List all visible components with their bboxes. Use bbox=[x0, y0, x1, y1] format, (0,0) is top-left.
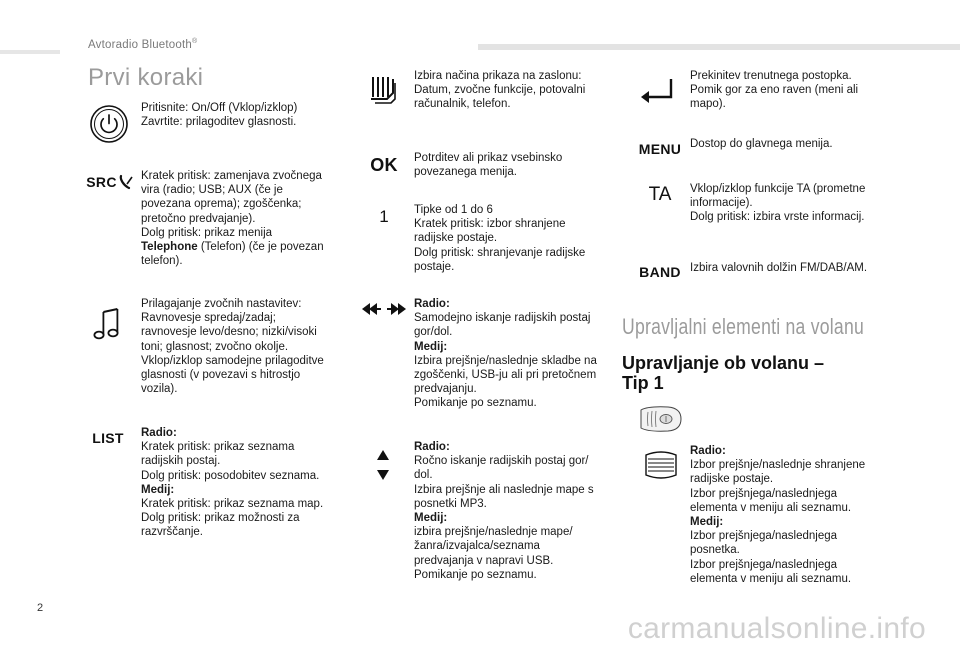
page-number: 2 bbox=[37, 602, 44, 614]
ta-icon: TA bbox=[648, 184, 672, 205]
text-line: Pomikanje po seznamu. bbox=[414, 568, 537, 581]
text-line: posnetka. bbox=[690, 544, 740, 557]
header-rule-right bbox=[478, 44, 960, 50]
text-line: vozila). bbox=[141, 383, 178, 396]
text-line: Vklop/izklop funkcije TA (prometne bbox=[690, 183, 866, 195]
text-line: Kratek pritisk: zamenjava zvočnega bbox=[141, 170, 322, 182]
radio-label: Radio: bbox=[414, 441, 450, 453]
number-keys-icon: 1 bbox=[379, 207, 389, 226]
text-line: Kratek pritisk: izbor shranjene bbox=[414, 218, 566, 231]
media-label: Medij: bbox=[414, 512, 448, 525]
text-line: mapo). bbox=[690, 98, 726, 111]
text-line: telefon). bbox=[141, 255, 183, 268]
back-arrow-icon bbox=[638, 76, 678, 106]
text-line: Dolg pritisk: prikaz menija bbox=[141, 226, 273, 239]
text-line: Datum, zvočne funkcije, potovalni bbox=[414, 84, 586, 97]
text-line: Prekinitev trenutnega postopka. bbox=[690, 70, 852, 82]
text-line: Potrditev ali prikaz vsebinsko bbox=[414, 152, 563, 164]
text-line: Tipke od 1 do 6 bbox=[414, 204, 493, 216]
text-line: Dolg pritisk: prikaz možnosti za bbox=[141, 512, 300, 525]
text-line: informacije). bbox=[690, 197, 753, 210]
text-line: Pomik gor za eno raven (meni ali bbox=[690, 84, 859, 97]
steering-stalk-image bbox=[638, 404, 684, 434]
text-line: toni; glasnost; zvočno okolje. bbox=[141, 340, 289, 353]
text-line: Dostop do glavnega menija. bbox=[690, 138, 833, 150]
power-button-icon bbox=[89, 104, 129, 144]
section-title-prvi-koraki: Prvi koraki bbox=[88, 64, 204, 91]
text-line: Izbira valovnih dolžin FM/DAB/AM. bbox=[690, 262, 868, 274]
seek-arrows-icon bbox=[361, 301, 407, 317]
text-line: posnetki MP3. bbox=[414, 497, 487, 510]
section-title-steering-controls: Upravljalni elementi na volanu bbox=[622, 314, 864, 339]
radio-label: Radio: bbox=[690, 445, 726, 457]
text-line: pretočno predvajanje). bbox=[141, 212, 256, 225]
text-line: vira (radio; USB; AUX (če je bbox=[141, 184, 283, 197]
text-line: Samodejno iskanje radijskih postaj bbox=[414, 312, 591, 325]
text-line: Telephone (Telefon) (če je povezan bbox=[141, 241, 324, 254]
subheading-type-1: Upravljanje ob volanu – Tip 1 bbox=[622, 353, 825, 393]
header-rule-left bbox=[0, 50, 60, 54]
text-line: Kratek pritisk: prikaz seznama map. bbox=[141, 498, 324, 511]
text-line: dol. bbox=[414, 469, 433, 482]
text-line: postaje. bbox=[414, 260, 455, 273]
text-line: računalnik, telefon. bbox=[414, 98, 511, 111]
radio-label: Radio: bbox=[414, 298, 450, 310]
header-title: Avtoradio Bluetooth® bbox=[88, 38, 198, 51]
text-line: Kratek pritisk: prikaz seznama bbox=[141, 441, 295, 454]
text-line: zgoščenki, USB-ju ali pri pretočnem bbox=[414, 369, 597, 382]
display-mode-icon bbox=[367, 74, 397, 106]
music-note-icon bbox=[92, 306, 120, 342]
text-line: radijske postaje. bbox=[414, 232, 498, 245]
text-line: izbira prejšnje/naslednje mape/ bbox=[414, 526, 573, 539]
text-line: Izbor prejšnje/naslednje shranjene bbox=[690, 459, 866, 472]
text-line: Pomikanje po seznamu. bbox=[414, 397, 537, 410]
text-line: Ročno iskanje radijskih postaj gor/ bbox=[414, 455, 589, 468]
menu-icon: MENU bbox=[638, 141, 682, 157]
text-line: Prilagajanje zvočnih nastavitev: bbox=[141, 298, 302, 310]
thumbwheel-icon bbox=[643, 450, 679, 480]
text-line: ravnovesje levo/desno; nizki/visoki bbox=[141, 326, 317, 339]
text-line: Izbira prejšnje/naslednje skladbe na bbox=[414, 354, 597, 367]
text-line: Dolg pritisk: posodobitev seznama. bbox=[141, 469, 320, 482]
text-line: Izbor prejšnjega/naslednjega bbox=[690, 487, 838, 500]
text-line: povezanega menija. bbox=[414, 166, 517, 179]
text-line: radijske postaje. bbox=[690, 473, 774, 486]
text-line: Izbira prejšnje ali naslednje mape s bbox=[414, 483, 594, 496]
media-label: Medij: bbox=[414, 340, 448, 353]
text-line: Izbor prejšnjega/naslednjega bbox=[690, 558, 838, 571]
text-line: Vklop/izklop samodejne prilagoditve bbox=[141, 354, 324, 367]
text-line: Ravnovesje spredaj/zadaj; bbox=[141, 312, 276, 325]
text-line: Izbira načina prikaza na zaslonu: bbox=[414, 70, 582, 82]
text-line: Zavrtite: prilagoditev glasnosti. bbox=[141, 116, 297, 129]
ok-icon: OK bbox=[370, 154, 398, 175]
list-icon: LIST bbox=[92, 430, 124, 446]
text-line: elementa v meniju ali seznamu. bbox=[690, 501, 852, 514]
text-line: predvajanja v napravi USB. bbox=[414, 554, 554, 567]
text-line: radijskih postaj. bbox=[141, 455, 221, 468]
radio-label: Radio: bbox=[141, 427, 177, 439]
up-down-arrows-icon bbox=[375, 449, 391, 481]
text-line: Dolg pritisk: shranjevanje radijske bbox=[414, 246, 586, 259]
text-line: razvrščanje. bbox=[141, 526, 203, 539]
text-line: Dolg pritisk: izbira vrste informacij. bbox=[690, 211, 865, 224]
text-line: povezana oprema); zgoščenka; bbox=[141, 198, 302, 211]
media-label: Medij: bbox=[690, 516, 724, 529]
band-icon: BAND bbox=[639, 264, 681, 280]
text-line: gor/dol. bbox=[414, 326, 453, 339]
watermark: carmanualsonline.info bbox=[627, 612, 926, 645]
src-phone-icon: SRC bbox=[86, 171, 134, 193]
media-label: Medij: bbox=[141, 483, 175, 496]
text-line: žanra/izvajalca/seznama bbox=[414, 540, 540, 553]
text-line: Izbor prejšnjega/naslednjega bbox=[690, 530, 838, 543]
text-line: Pritisnite: On/Off (Vklop/izklop) bbox=[141, 102, 298, 114]
text-line: predvajanju. bbox=[414, 383, 477, 396]
text-line: elementa v meniju ali seznamu. bbox=[690, 572, 852, 585]
text-line: glasnosti (v povezavi s hitrostjo bbox=[141, 369, 301, 382]
